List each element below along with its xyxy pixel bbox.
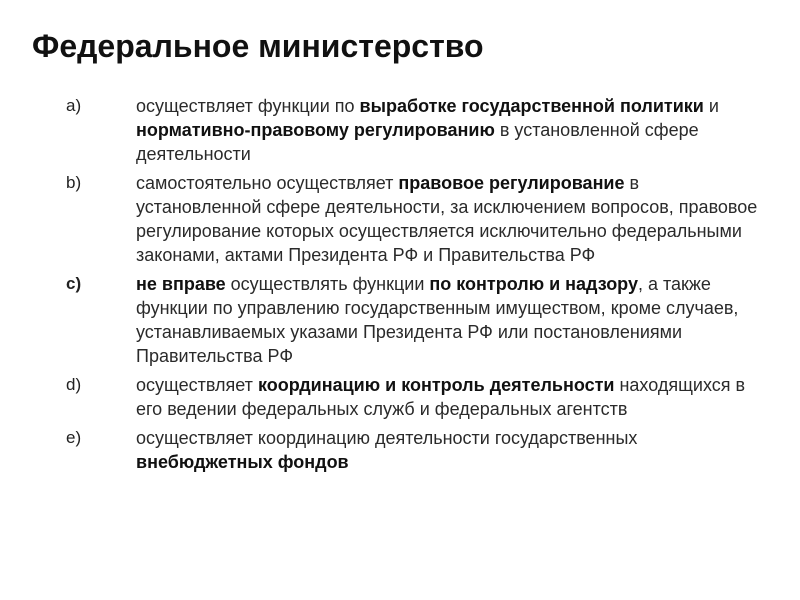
emphasized-phrase: правовое регулирование [398,173,625,193]
text-segment: , а также функции по управлению государственным имуществом, кроме случаев, устанавливаемых указами Президента РФ или постановлениями Правительства РФ [136,274,739,366]
list-item [66,171,766,267]
item-text [136,171,766,267]
item-text [136,94,766,166]
text-segment: осуществляет координацию деятельности государственных [136,428,638,448]
emphasized-phrase: координацию и контроль деятельности [257,375,615,395]
text-segment: находящихся в его ведении федеральных служб и федеральных агентств [136,375,746,419]
emphasized-phrase: выработке государственной политики [359,96,704,116]
text-segment: осуществляет функции по [136,96,360,116]
list-item [66,272,766,368]
text-segment: в установленной сфере деятельности, за исключением вопросов, правовое регулирование которых осуществляется исключительно федеральными законами, актами Президента РФ и Правительства РФ [136,173,758,265]
text-segment: и [703,96,719,116]
text-segment: осуществлять функции [225,274,430,294]
text-segment: осуществляет [136,375,258,395]
item-text [136,272,766,368]
item-marker: e) [66,428,82,447]
item-text [136,426,766,474]
emphasized-phrase: нормативно-правовому регулированию [136,120,495,140]
emphasized-phrase: не вправе [136,274,226,294]
item-marker: a) [66,96,82,115]
text-segment: самостоятельно осуществляет [136,173,399,193]
text-segment: в установленной сфере деятельности [136,120,699,164]
powers-list [66,94,766,479]
item-marker: d) [66,375,82,394]
list-item [66,426,766,474]
list-item [66,373,766,421]
item-marker: b) [66,173,82,192]
slide-title: Федеральное министерство [32,28,484,64]
emphasized-phrase: по контролю и надзору [429,274,638,294]
item-marker: c) [66,274,82,293]
item-text [136,373,766,421]
emphasized-phrase: внебюджетных фондов [136,452,349,472]
list-item [66,94,766,166]
